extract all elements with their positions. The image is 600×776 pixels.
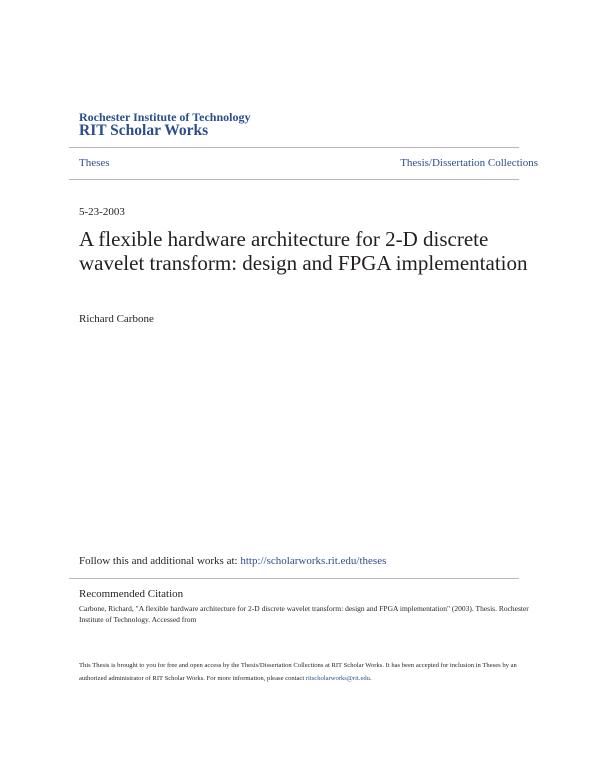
citation-text: Carbone, Richard, "A flexible hardware architecture for 2-D discrete wavelet transform: design and FPGA implementation" (2003). Thesis. Rochester Institute of Technology. Accessed from	[79, 604, 529, 624]
follow-line	[79, 555, 386, 567]
citation-divider	[69, 578, 519, 579]
header-divider-bottom	[69, 179, 519, 180]
collections-link[interactable]: Thesis/Dissertation Collections	[400, 157, 538, 169]
paper-title: A flexible hardware architecture for 2-D discrete wavelet transform: design and FPGA implementation	[79, 227, 528, 275]
access-notice	[79, 659, 534, 685]
header-divider-top	[69, 147, 519, 148]
institution-name: Rochester Institute of Technology	[79, 110, 251, 124]
contact-email-link[interactable]: ritscholarworks@rit.edu	[305, 675, 370, 682]
notice-text: This Thesis is brought to you for free and open access by the Thesis/Dissertation Collections at RIT Scholar Works. It has been accepted for inclusion in Theses by an authorized administrator of RIT Scholar Works. For more information, please contact	[79, 662, 517, 682]
repository-name: RIT Scholar Works	[79, 122, 209, 139]
notice-suffix: .	[369, 675, 372, 682]
theses-link[interactable]: Theses	[79, 157, 110, 169]
author-name: Richard Carbone	[79, 313, 154, 325]
recommended-citation-heading: Recommended Citation	[79, 588, 184, 600]
follow-prefix: Follow this and additional works at:	[79, 555, 241, 567]
scholarworks-theses-link[interactable]: http://scholarworks.rit.edu/theses	[240, 555, 387, 567]
publication-date: 5-23-2003	[79, 206, 125, 218]
